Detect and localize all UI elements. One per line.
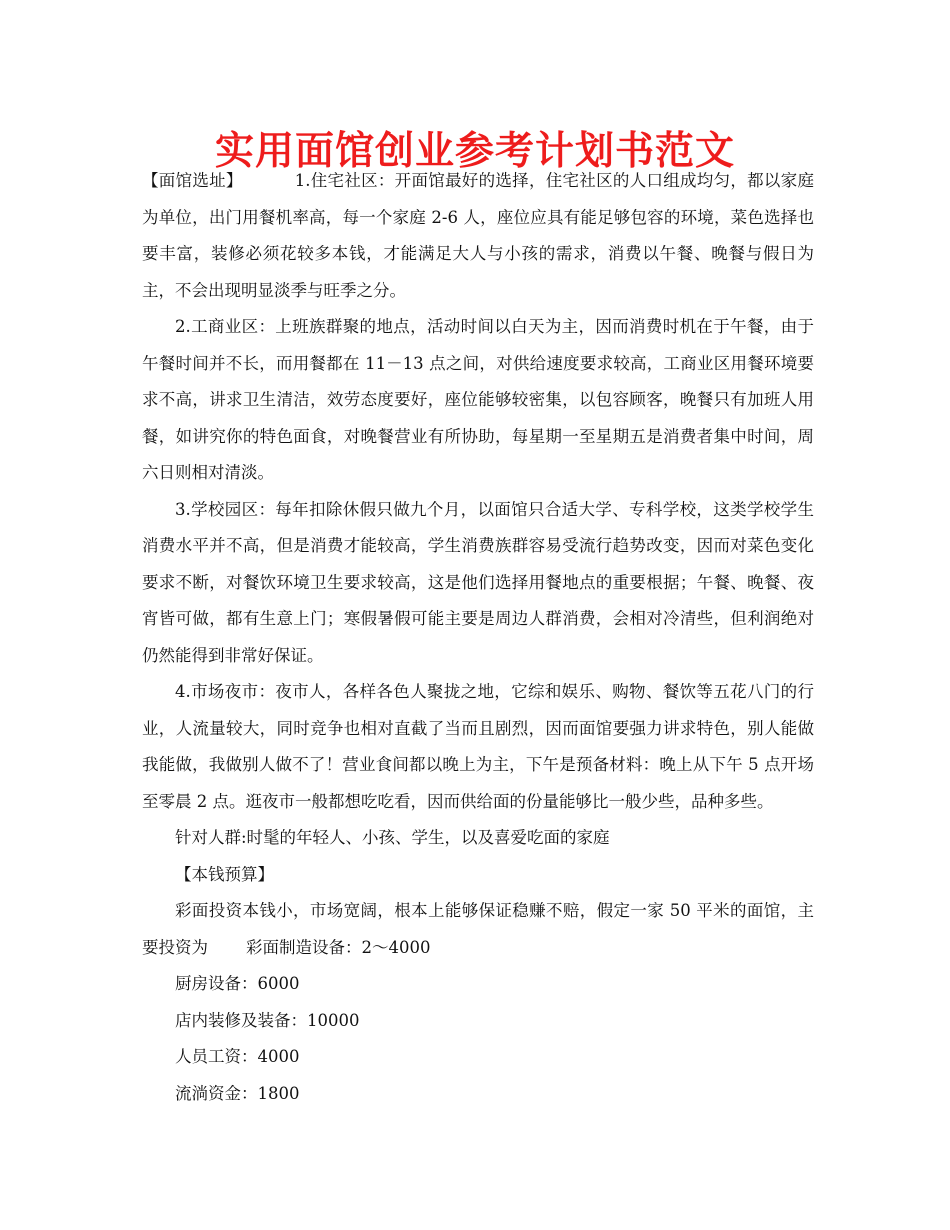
paragraph-school: 3.学校园区：每年扣除休假只做九个月，以面馆只合适大学、专科学校，这类学校学生消费水平并不高，但是消费才能较高，学生消费族群容易受流行趋势改变，因而对菜色变化要求不断，对餐饮环境卫生要求较高，这是他们选择用餐地点的重要根据；午餐、晚餐、夜宵皆可做，都有生意上门；寒假暑假可能主要是周边人群消费，会相对冷清些，但利润绝对仍然能得到非常好保证。 xyxy=(142,499,814,665)
section-heading-location: 【面馆选址】 xyxy=(142,171,243,190)
section-heading-budget: 【本钱预算】 xyxy=(175,864,274,884)
paragraph-target-group: 针对人群:时髦的年轻人、小孩、学生，以及喜爱吃面的家庭 xyxy=(175,828,610,847)
budget-item-kitchen: 厨房设备：6000 xyxy=(175,974,300,993)
document-title: 实用面馆创业参考计划书范文 xyxy=(214,129,735,174)
paragraph-business: 2.工商业区：上班族群聚的地点，活动时间以白天为主，因而消费时机在于午餐，由于午餐时间并不长，而用餐都在 11－13 点之间，对供给速度要求较高，工商业区用餐环境要求不高，讲求卫生清洁，效劳态度要好，座位能够较密集，以包容顾客，晚餐只有加班人用餐，如讲究你的特色面食，对晚餐营业有所协助，每星期一至星期五是消费者集中时间，周六日则相对清淡。 xyxy=(142,317,814,482)
budget-item-decoration: 店内装修及装备：10000 xyxy=(175,1010,360,1030)
paragraph-investment xyxy=(142,893,814,966)
paragraph-residential-text: 1.住宅社区：开面馆最好的选择，住宅社区的人口组成均匀，都以家庭为单位，出门用餐机率高，每一个家庭 2-6 人，座位应具有能足够包容的环境，菜色选择也要丰富，装修必须花较多本钱，才能满足大人与小孩的需求，消费以午餐、晚餐与假日为主，不会出现明显淡季与旺季之分。 xyxy=(142,171,815,300)
document-body xyxy=(142,163,814,1112)
budget-item-working-capital: 流淌资金：1800 xyxy=(175,1083,300,1103)
paragraph-night-market: 4.市场夜市：夜市人，各样各色人聚拢之地，它综和娱乐、购物、餐饮等五花八门的行业，人流量较大，同时竞争也相对直截了当而且剧烈，因而面馆要强力讲求特色，别人能做我能做，我做别人做不了！营业食间都以晚上为主，下午是预备材料：晚上从下午 5 点开场至零晨 2 点。逛夜市一般都想吃吃看，因而供给面的份量能够比一般少些，品种多些。 xyxy=(142,682,814,811)
budget-item-equipment: 彩面制造设备：2～4000 xyxy=(246,937,431,957)
paragraph-investment-text: 彩面投资本钱小，市场宽阔，根本上能够保证稳赚不赔，假定一家 50 平米的面馆，主要投资为 xyxy=(142,901,814,957)
budget-item-wages: 人员工资：4000 xyxy=(175,1047,300,1066)
paragraph-residential xyxy=(142,163,814,309)
